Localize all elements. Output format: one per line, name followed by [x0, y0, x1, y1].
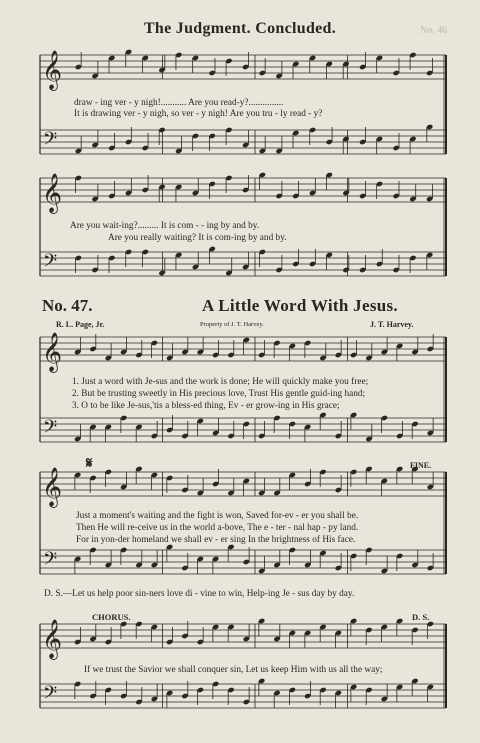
system3-treble-clef: 𝄞 — [42, 332, 63, 372]
section5-lyric-1: If we trust the Savior we shall conquer sin, Let us keep Him with us all the way; — [84, 665, 383, 675]
section4-lyric-2: Then He will re-ceive us in the world a-bove, The e - ter - nal hap - py land. — [76, 523, 359, 533]
fine-marker: FINE. — [410, 461, 432, 470]
page-header-title: The Judgment. Concluded. — [143, 20, 337, 37]
section4-lyric-3: For in yon-der homeland we shall ev - er sing In the brightness of His face. — [76, 535, 356, 545]
system1-treble-clef: 𝄞 — [42, 50, 63, 90]
section1-lyric-1: draw - ing ver - y nigh!........... Are you read-y?............... — [74, 98, 284, 108]
page-corner-number: No. 46 — [420, 25, 448, 36]
section3-lyric-3: 3. O to be like Je-sus,'tis a bless-ed thing, Ev - er grow-ing in His grace; — [72, 401, 340, 411]
system3-bass-clef: 𝄢 — [43, 417, 58, 442]
section2-lyric-1: Are you wait-ing?......... It is com - - ing by and by. — [70, 221, 260, 231]
chorus-label: CHORUS. — [92, 612, 131, 622]
ds-label: D. S. — [412, 612, 430, 622]
section3-lyric-1: 1. Just a word with Je-sus and the work is done; He will quickly make you free; — [72, 377, 369, 387]
segno-sign: 𝄋 — [86, 456, 93, 472]
system1-bass-clef: 𝄢 — [43, 129, 58, 154]
section4-lyric-1: Just a moment's waiting and the fight is won, Saved for-ev - er you shall be. — [76, 511, 359, 521]
hymn-number: No. 47. — [42, 296, 93, 315]
system5-bass-clef: 𝄢 — [43, 683, 58, 708]
ds-lyric-line: D. S.—Let us help poor sin-ners love di - vine to win, Help-ing Je - sus day by day. — [44, 589, 355, 599]
system2-bass-clef: 𝄢 — [43, 251, 58, 276]
section2-lyric-2: Are you really waiting? It is com-ing by and by. — [108, 233, 287, 243]
hymn-property: Property of J. T. Harvey. — [200, 321, 264, 328]
section3-lyric-2: 2. But be trusting sweetly in His precious love, Trust His gentle guid-ing hand; — [72, 389, 366, 399]
section1-lyric-2: It is drawing ver - y nigh, so ver - y nigh! Are you tru - ly read - y? — [74, 109, 323, 119]
hymn-author: R. L. Page, Jr. — [56, 320, 105, 329]
system2-treble-clef: 𝄞 — [42, 173, 63, 213]
system4-treble-clef: 𝄞 — [42, 467, 63, 507]
hymn-title: A Little Word With Jesus. — [202, 296, 398, 315]
hymn-composer: J. T. Harvey. — [370, 320, 414, 329]
system4-bass-clef: 𝄢 — [43, 549, 58, 574]
system5-treble-clef: 𝄞 — [42, 619, 63, 659]
